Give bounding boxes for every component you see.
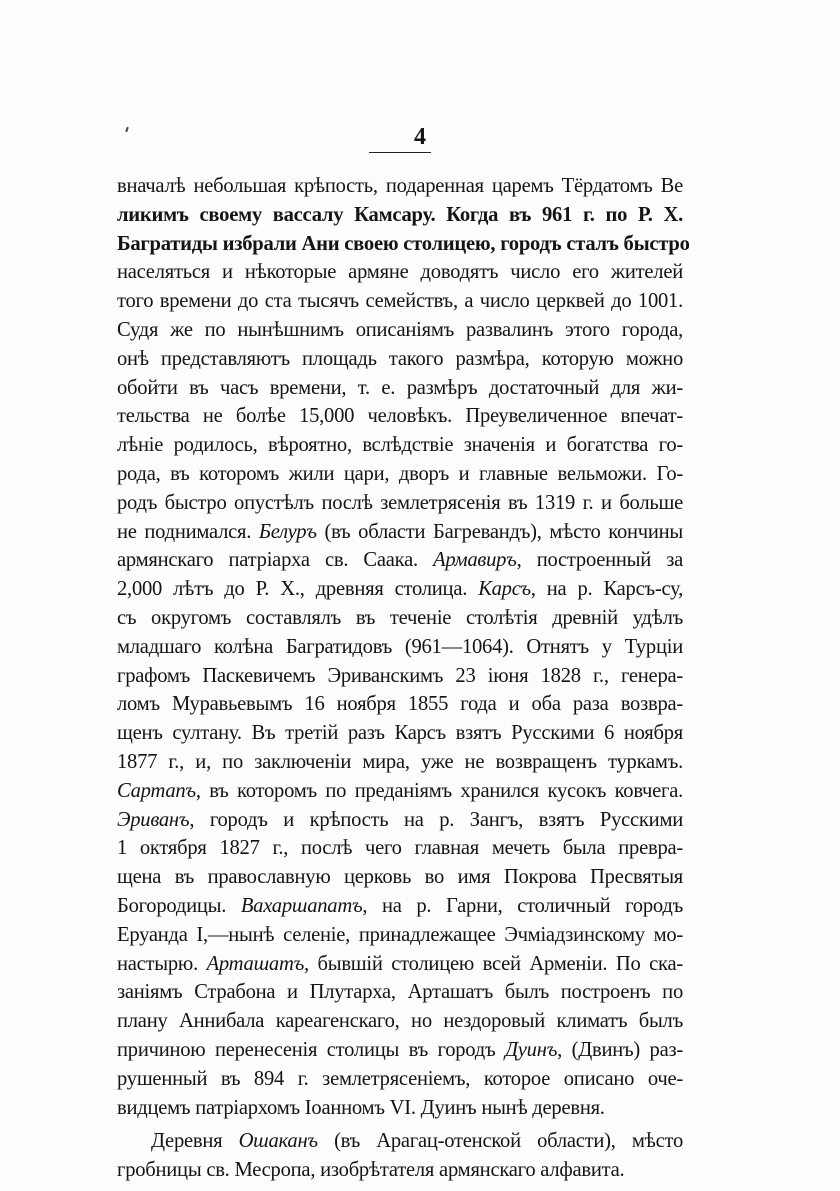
- text-line: армянскаго патріарха св. Саака. Армавиръ, построенный за: [117, 549, 683, 572]
- text-line: ликимъ своему вассалу Камсару. Когда въ 961 г. по Р. Х.: [117, 203, 683, 226]
- text-line: Судя же по нынѣшнимъ описаніямъ развалинъ этого города,: [117, 318, 683, 341]
- text-line: графомъ Паскевичемъ Эриванскимъ 23 іюня 1828 г., генера-: [117, 664, 683, 687]
- text-line: младшаго колѣна Багратидовъ (961—1064). Отнятъ у Турціи: [117, 635, 683, 658]
- text-line: рушенный въ 894 г. землетрясеніемъ, которое описано оче-: [117, 1067, 683, 1090]
- place-name: Эриванъ: [117, 808, 190, 831]
- place-name: Вахаршапатъ: [240, 894, 363, 917]
- place-name: Дуинъ: [504, 1038, 558, 1061]
- text-line: не поднимался. Белуръ (въ области Багревандъ), мѣсто кончины: [117, 520, 683, 543]
- text-line: 2,000 лѣтъ до Р. Х., древняя столица. Карсъ, на р. Карсъ-су,: [117, 578, 683, 601]
- text-line: Сартапъ, въ которомъ по преданіямъ хранился кусокъ ковчега.: [117, 779, 683, 802]
- text-line: населяться и нѣкоторые армяне доводятъ число его жителей: [117, 261, 683, 284]
- text-line: щена въ православную церковь во имя Покрова Пресвятыя: [117, 866, 683, 889]
- text-line: съ округомъ составлялъ въ теченіе столѣтія древній удѣлъ: [117, 606, 683, 629]
- place-name: Белуръ: [258, 520, 317, 543]
- place-name: Сартапъ: [117, 779, 196, 802]
- text-line: 1 октября 1827 г., послѣ чего главная мечеть была превра-: [117, 837, 683, 860]
- text-line: ломъ Муравьевымъ 16 ноября 1855 года и оба раза возвра-: [117, 693, 683, 716]
- text-line: обойти въ часъ времени, т. е. размѣръ достаточный для жи-: [117, 376, 683, 399]
- page-body: [117, 172, 690, 1185]
- text-line: Эриванъ, городъ и крѣпость на р. Зангъ, взятъ Русскими: [117, 808, 683, 831]
- text-line: Богородицы. Вахаршапатъ, на р. Гарни, столичный городъ: [117, 894, 683, 917]
- text-line: Еруанда I,—нынѣ селеніе, принадлежащее Эчміадзинскому мо-: [117, 923, 683, 946]
- place-name: Арташатъ: [206, 952, 305, 975]
- place-name: Ошаканъ: [238, 1130, 318, 1153]
- text-line: настырю. Арташатъ, бывшій столицею всей Арменіи. По ска-: [117, 952, 683, 975]
- text-line: рода, въ которомъ жили цари, дворъ и главные вельможи. Го-: [117, 462, 683, 485]
- text-line: заніямъ Страбона и Плутарха, Арташатъ былъ построенъ по: [117, 981, 683, 1004]
- text-line: родъ быстро опустѣлъ послѣ землетрясенія въ 1319 г. и больше: [117, 491, 683, 514]
- place-name: Армавиръ: [433, 549, 517, 572]
- text-line: того времени до ста тысячъ семействъ, а число церквей до 1001.: [117, 290, 683, 313]
- text-line: Багратиды избрали Ани своею столицею, городъ сталъ быстро: [117, 232, 690, 255]
- text-line: Деревня Ошаканъ (въ Арагац-отенской области), мѣсто: [151, 1130, 684, 1153]
- text-line: гробницы св. Месропа, изобрѣтателя армянскаго алфавита.: [117, 1159, 625, 1182]
- text-line: онѣ представляютъ площадь такого размѣра, которую можно: [117, 347, 683, 370]
- page-number: 4: [414, 124, 426, 150]
- text-line: лѣніе родилось, вѣроятно, вслѣдствіе значенія и богатства го-: [117, 434, 683, 457]
- text-line: видцемъ патріархомъ Іоанномъ VI. Дуинъ нынѣ деревня.: [117, 1096, 605, 1119]
- text-line: щенъ султану. Въ третій разъ Карсъ взятъ Русскими 6 ноября: [117, 722, 683, 745]
- place-name: Карсъ: [478, 578, 531, 601]
- text-line: тельства не болѣе 15,000 человѣкъ. Преувеличенное впечат-: [117, 405, 683, 428]
- text-line: плану Аннибала кареагенскаго, но нездоровый климатъ былъ: [117, 1010, 683, 1033]
- text-line: причиною перенесенія столицы въ городъ Дуинъ, (Двинъ) раз-: [117, 1038, 683, 1061]
- text-line: 1877 г., и, по заключеніи мира, уже не возвращенъ туркамъ.: [117, 750, 683, 773]
- page-number-rule: [369, 152, 431, 153]
- text-line: вначалѣ небольшая крѣпость, подаренная царемъ Тёрдатомъ Ве: [117, 175, 683, 197]
